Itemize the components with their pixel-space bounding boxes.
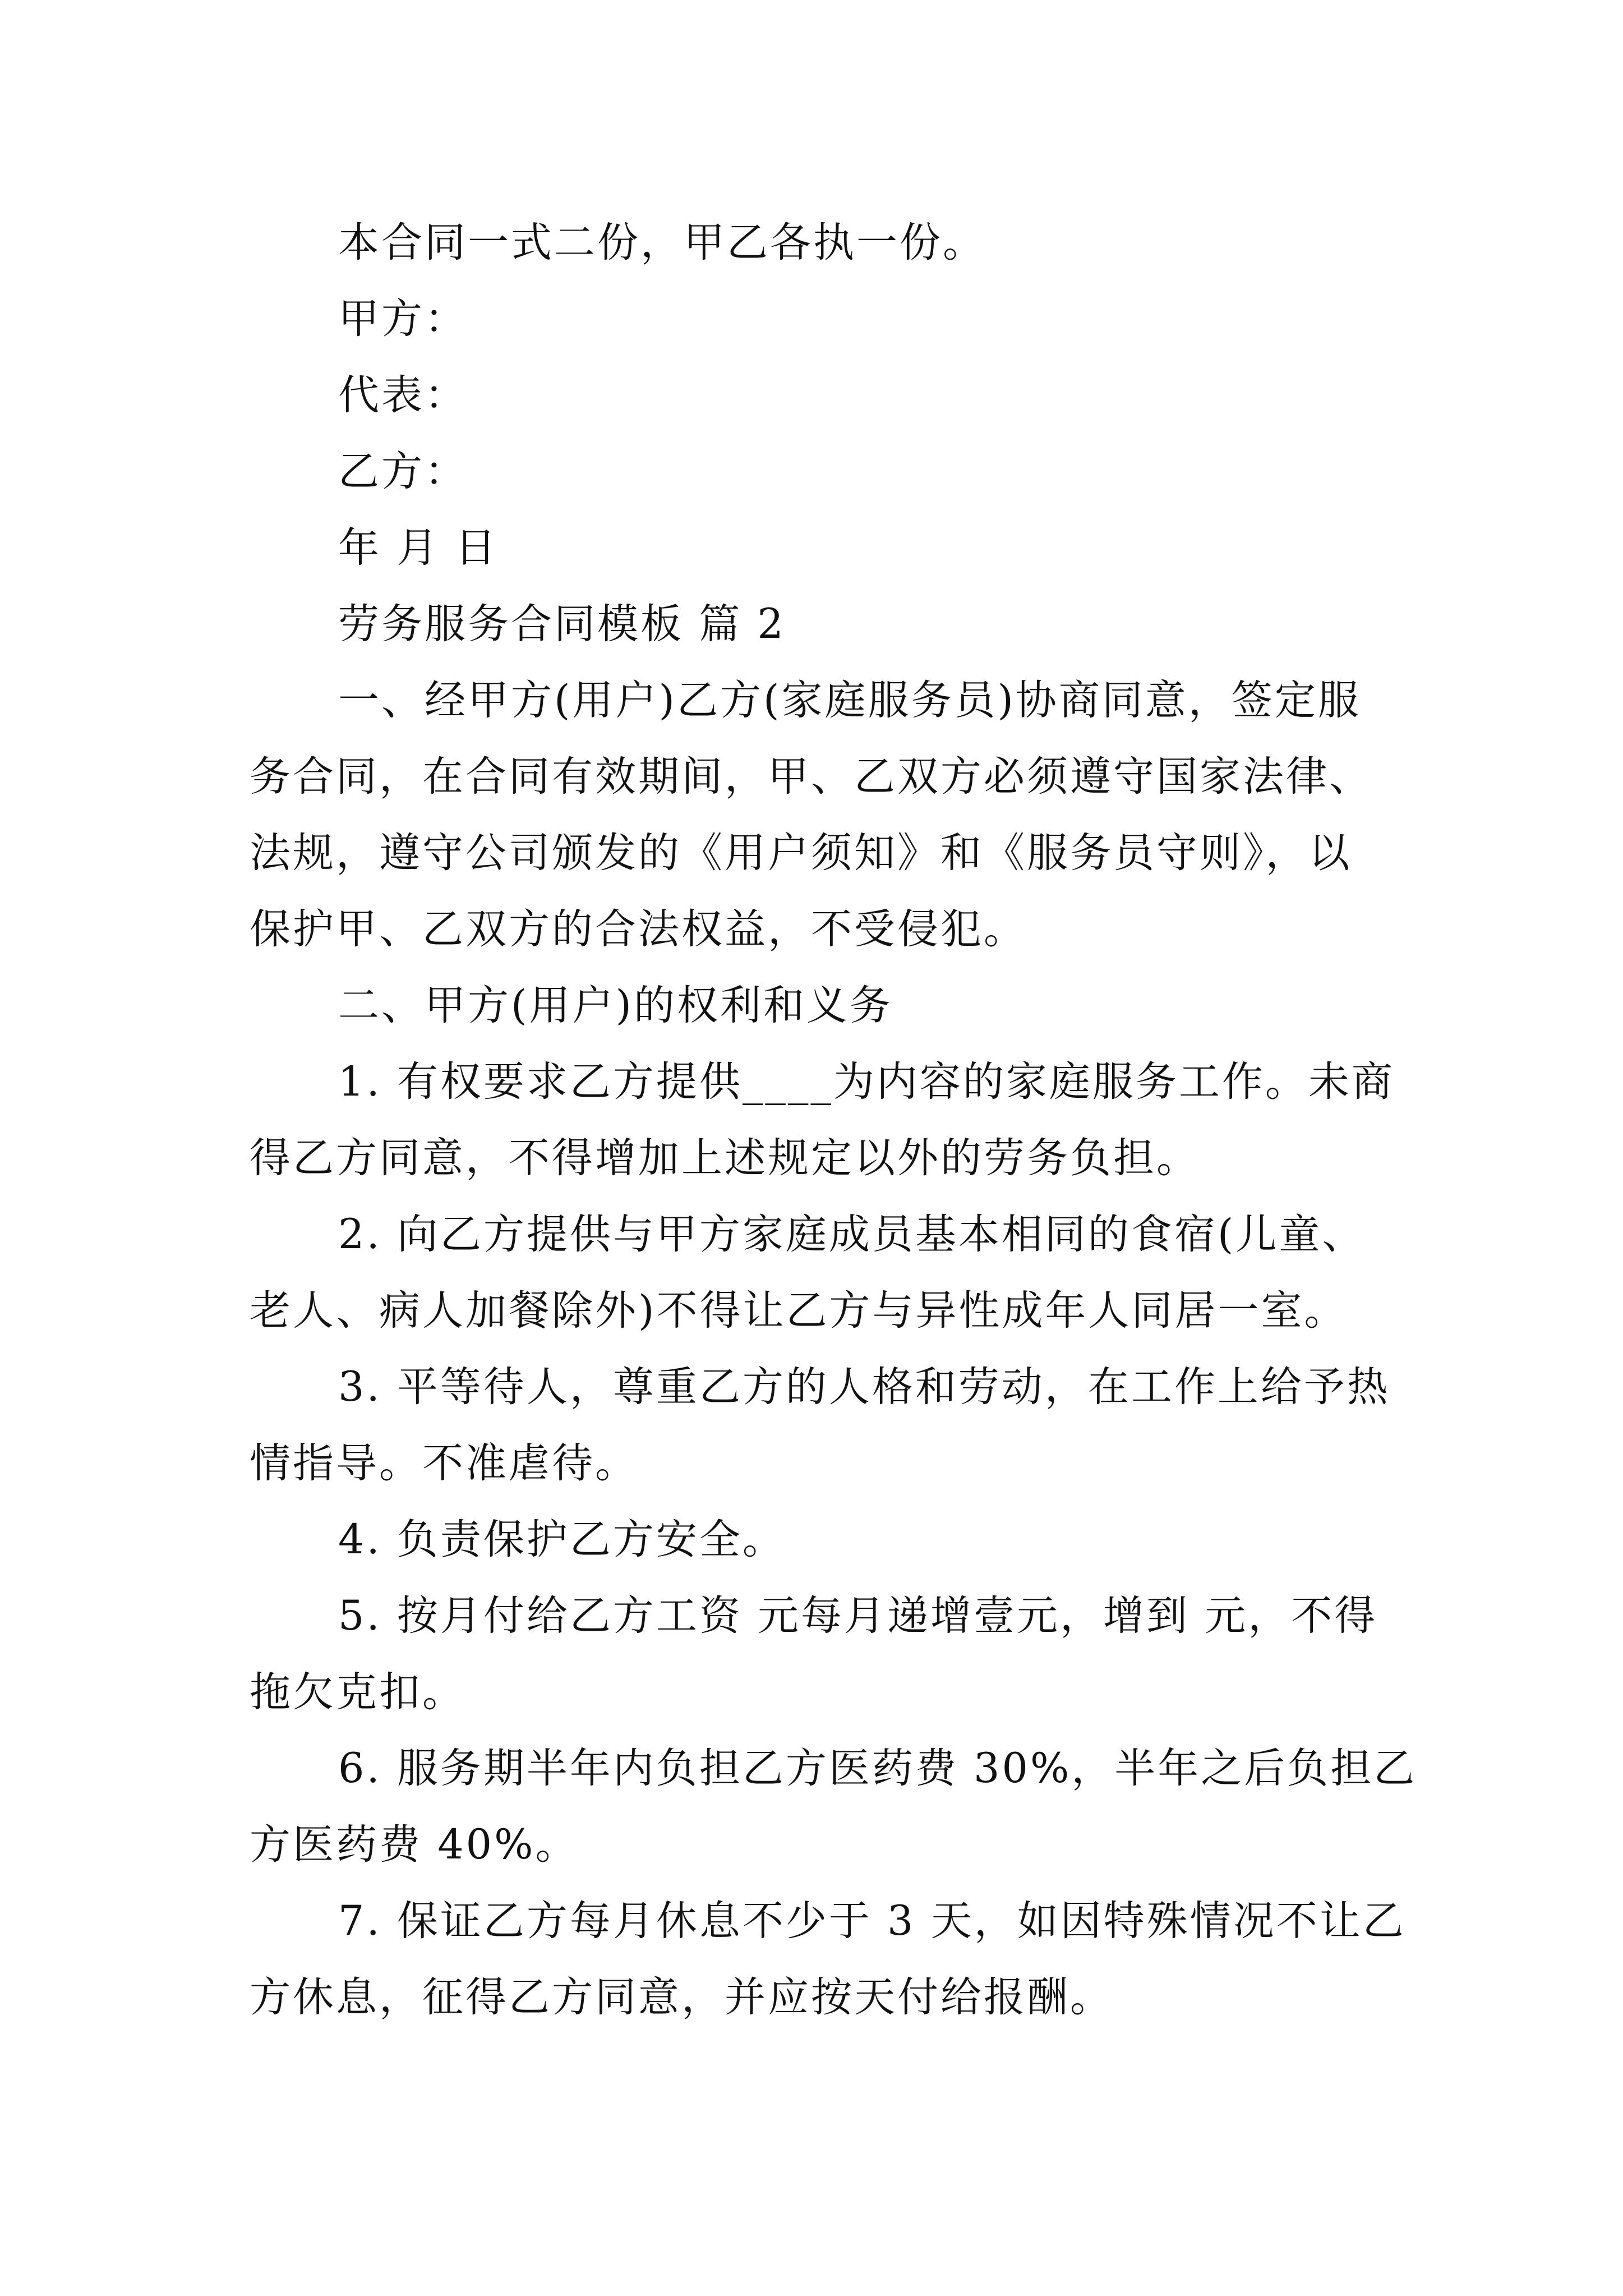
- item-6-line-1: 6. 服务期半年内负担乙方医药费 30%，半年之后负担乙: [338, 1745, 1417, 1792]
- clause-1-line-1: 一、经甲方(用户)乙方(家庭服务员)协商同意，签定服: [338, 677, 1361, 724]
- item-7-line-2: 方休息，征得乙方同意，并应按天付给报酬。: [250, 1973, 1113, 2021]
- document-body: [250, 205, 1417, 2036]
- item-5-line-1: 5. 按月付给乙方工资 元每月递增壹元，增到 元，不得: [338, 1592, 1378, 1640]
- item-3-line-1: 3. 平等待人，尊重乙方的人格和劳动，在工作上给予热: [338, 1363, 1390, 1411]
- representative-label: 代表：: [338, 371, 468, 419]
- item-1-line-2: 得乙方同意，不得增加上述规定以外的劳务负担。: [250, 1134, 1200, 1182]
- item-4-line-1: 4. 负责保护乙方安全。: [338, 1516, 786, 1563]
- item-5-line-2: 拖欠克扣。: [250, 1668, 465, 1716]
- clause-1-line-4: 保护甲、乙双方的合法权益，不受侵犯。: [250, 905, 1027, 953]
- date-line: 年 月 日: [338, 524, 499, 572]
- clause-1-line-2: 务合同，在合同有效期间，甲、乙双方必须遵守国家法律、: [250, 753, 1372, 800]
- item-7-line-1: 7. 保证乙方每月休息不少于 3 天，如因特殊情况不让乙: [338, 1897, 1406, 1945]
- party-a-label: 甲方：: [338, 295, 468, 343]
- item-6-line-2: 方医药费 40%。: [250, 1821, 579, 1869]
- party-b-label: 乙方：: [338, 448, 468, 495]
- clause-1-line-3: 法规，遵守公司颁发的《用户须知》和《服务员守则》，以: [250, 829, 1352, 877]
- item-1-line-1: 1. 有权要求乙方提供____为内容的家庭服务工作。未商: [338, 1058, 1395, 1106]
- clause-2-heading: 二、甲方(用户)的权利和义务: [338, 982, 893, 1029]
- item-3-line-2: 情指导。不准虐待。: [250, 1439, 638, 1487]
- item-2-line-2: 老人、病人加餐除外)不得让乙方与异性成年人同居一室。: [250, 1287, 1348, 1335]
- item-2-line-1: 2. 向乙方提供与甲方家庭成员基本相同的食宿(儿童、: [338, 1211, 1366, 1258]
- section-title: 劳务服务合同模板 篇 2: [338, 600, 786, 648]
- paragraph-copies: 本合同一式二份，甲乙各执一份。: [338, 219, 986, 266]
